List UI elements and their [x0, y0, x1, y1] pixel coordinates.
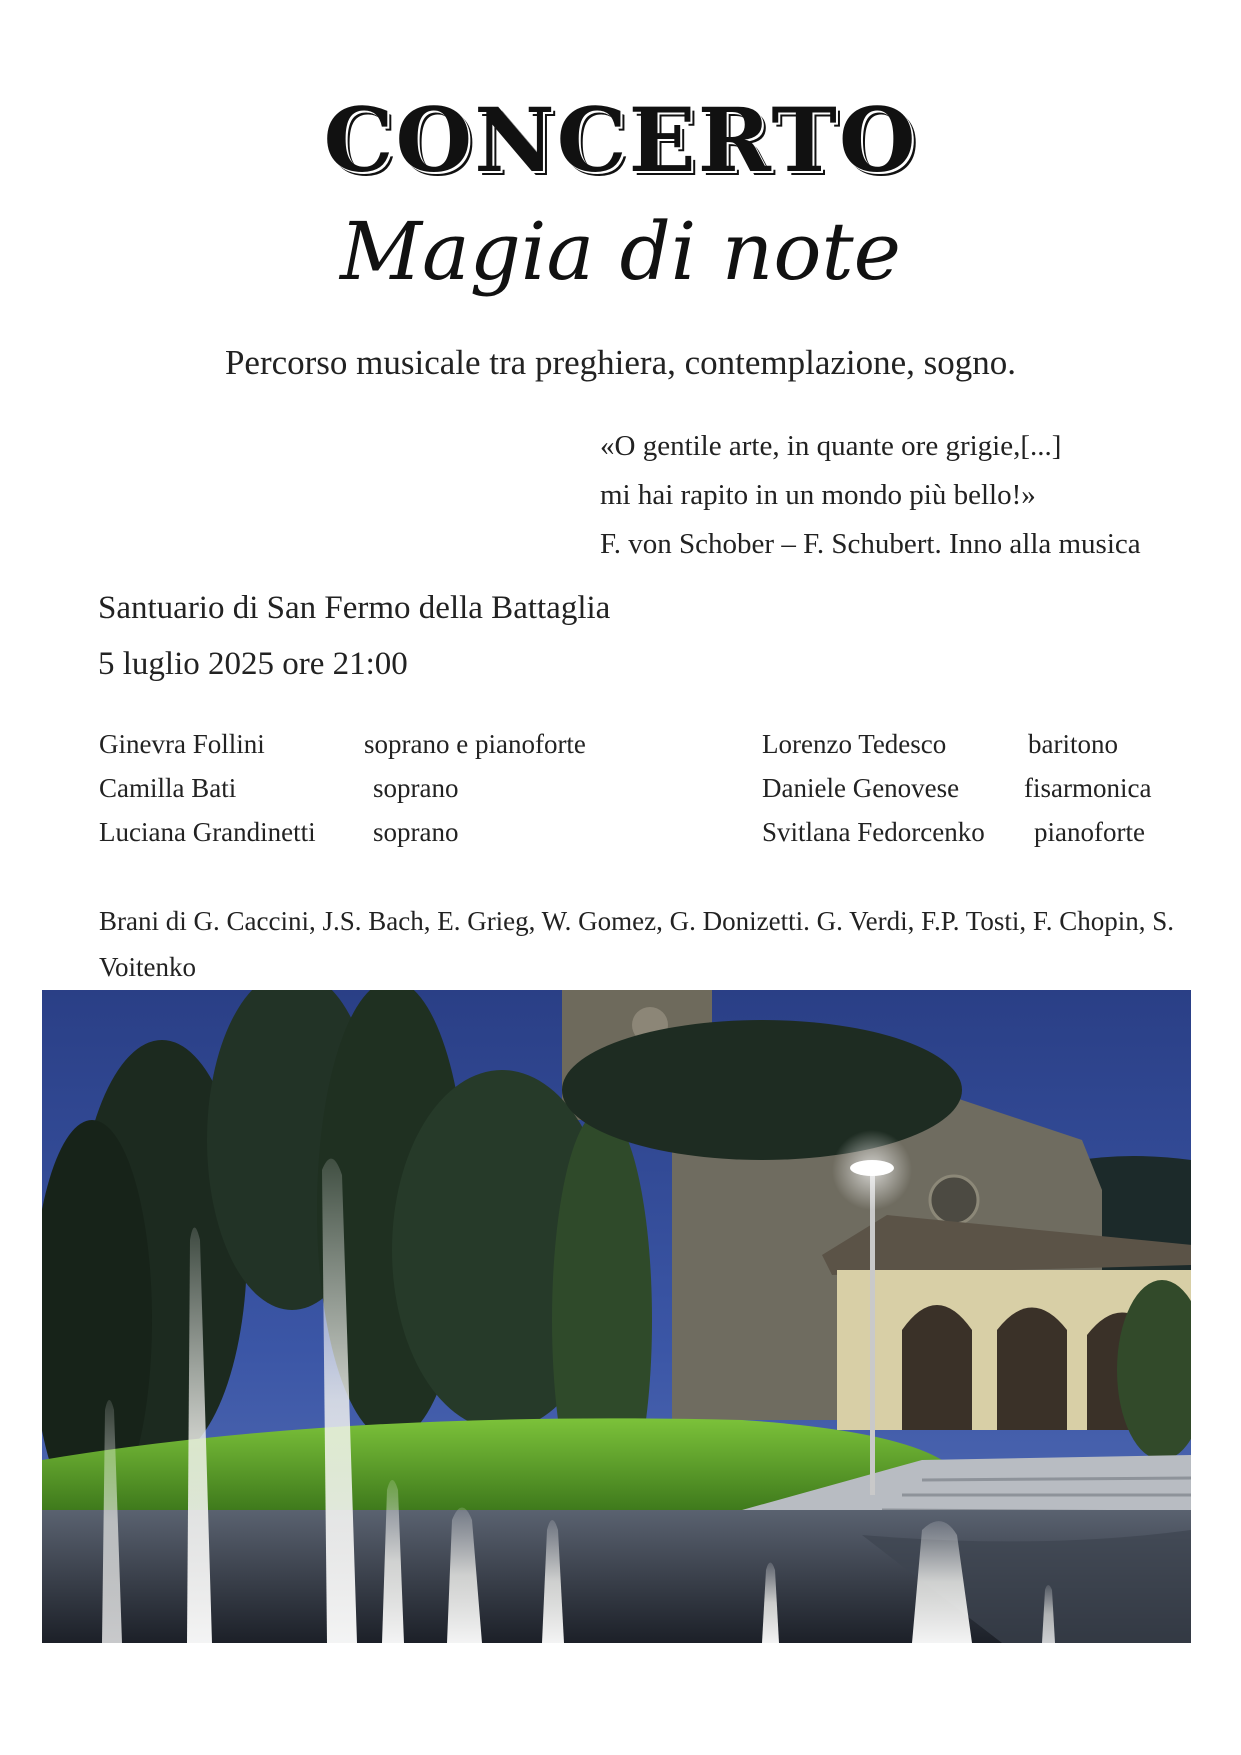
concert-subtitle: Magia di note	[340, 205, 901, 298]
event-info	[98, 580, 610, 692]
performer-name: Daniele Genovese	[762, 773, 960, 803]
performer-role: soprano	[373, 817, 459, 847]
performer-role: soprano	[373, 773, 459, 803]
event-datetime: 5 luglio 2025 ore 21:00	[98, 646, 408, 682]
performer-role: soprano e pianoforte	[364, 729, 586, 759]
performer-role: pianoforte	[1034, 817, 1145, 847]
performer-name: Lorenzo Tedesco	[762, 729, 947, 759]
performer-name: Svitlana Fedorcenko	[762, 817, 985, 847]
venue-name: Santuario di San Fermo della Battaglia	[98, 590, 611, 626]
quote-block	[600, 422, 1141, 569]
quote-line: mi hai rapito in un mondo più bello!»	[600, 479, 1036, 511]
performer-role: fisarmonica	[1024, 773, 1152, 803]
performer-name: Ginevra Follini	[99, 729, 265, 759]
performer-role: baritono	[1028, 729, 1118, 759]
concert-tagline: Percorso musicale tra preghiera, contemplazione, sogno.	[224, 343, 1017, 382]
program-works: Brani di G. Caccini, J.S. Bach, E. Grieg, W. Gomez, G. Donizetti. G. Verdi, F.P. Tosti, F. Chopin, S. Voitenko	[99, 906, 1175, 982]
quote-line: «O gentile arte, in quante ore grigie,[...]	[600, 430, 1062, 462]
concert-title: CONCERTO	[323, 88, 918, 192]
sanctuary-photo	[42, 990, 1191, 1643]
performer-name: Camilla Bati	[99, 773, 237, 803]
quote-attribution: F. von Schober – F. Schubert. Inno alla musica	[600, 528, 1141, 560]
performer-name: Luciana Grandinetti	[99, 817, 316, 847]
